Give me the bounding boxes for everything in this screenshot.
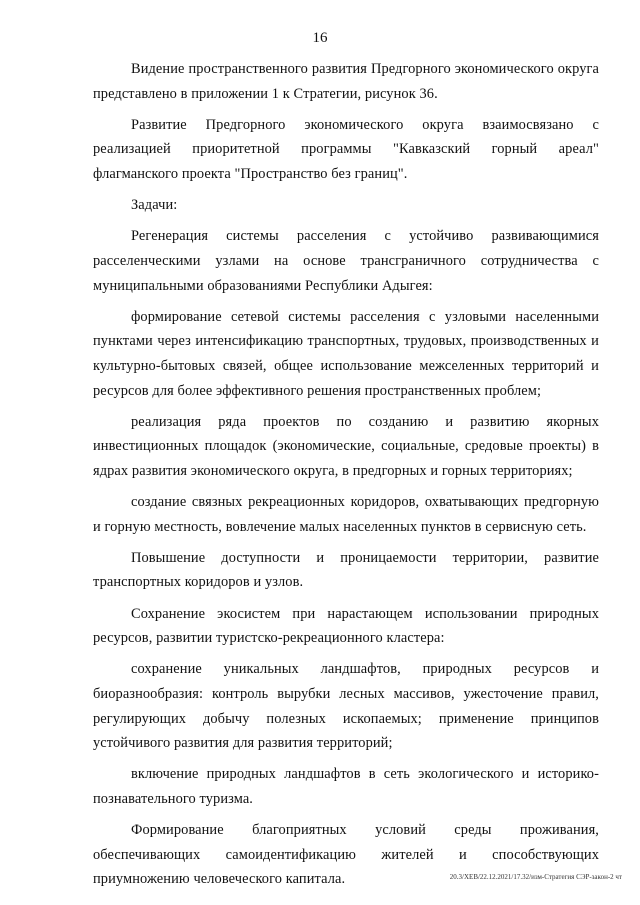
page-number: 16 <box>312 30 328 46</box>
paragraph-ecosystems: Сохранение экосистем при нарастающем использовании природных ресурсов, развитии туристско-рекреационного кластера: <box>93 605 599 647</box>
paragraph-recreation-corridors: создание связных рекреационных коридоров, охватывающих предгорную и горную местность, вовлечение малых населенных пунктов в сервисную сеть. <box>93 494 599 535</box>
document-footer-stamp: 20.3/XEB/22.12.2021/17.32/изм-Стратегия СЭР-закон-2 чт <box>449 873 622 881</box>
paragraph-eco-tourism: включение природных ландшафтов в сеть экологического и историко-познавательного туризма. <box>93 766 599 807</box>
paragraph-living-conditions: Формирование благоприятных условий среды проживания, обеспечивающих самоидентификацию жителей и способствующих приумножению человеческого капитала. <box>93 822 599 888</box>
paragraph-transport-access: Повышение доступности и проницаемости территории, развитие транспортных коридоров и узлов. <box>93 549 599 591</box>
paragraph-task-settlement: Регенерация системы расселения с устойчиво развивающимися расселенческими узлами на основе трансграничного сотрудничества с муниципальными образованиями Республики Адыгея: <box>93 228 599 294</box>
paragraph-network-system: формирование сетевой системы расселения с узловыми населенными пунктами через интенсификацию транспортных, трудовых, производственных и культурно-бытовых связей, общее использование межселенных территорий и ресурсов для более эффективного решения пространственных проблем; <box>93 308 599 399</box>
paragraph-tasks-heading: Задачи: <box>131 197 178 214</box>
paragraph-landscapes: сохранение уникальных ландшафтов, природных ресурсов и биоразнообразия: контроль вырубки лесных массивов, ужесточение правил, регулирующих добычу полезных ископаемых; применение принципов устойчивого развития для развития территорий; <box>93 661 599 752</box>
document-body <box>93 57 599 899</box>
paragraph-vision: Видение пространственного развития Предгорного экономического округа представлено в приложении 1 к Стратегии, рисунок 36. <box>93 61 599 102</box>
paragraph-program-link: Развитие Предгорного экономического округа взаимосвязано с реализацией приоритетной программы "Кавказский горный ареал" флагманского проекта "Пространство без границ". <box>93 116 599 182</box>
paragraph-investment-sites: реализация ряда проектов по созданию и развитию якорных инвестиционных площадок (экономические, социальные, средовые проекты) в ядрах развития экономического округа, в предгорных и горных территориях; <box>93 413 599 479</box>
